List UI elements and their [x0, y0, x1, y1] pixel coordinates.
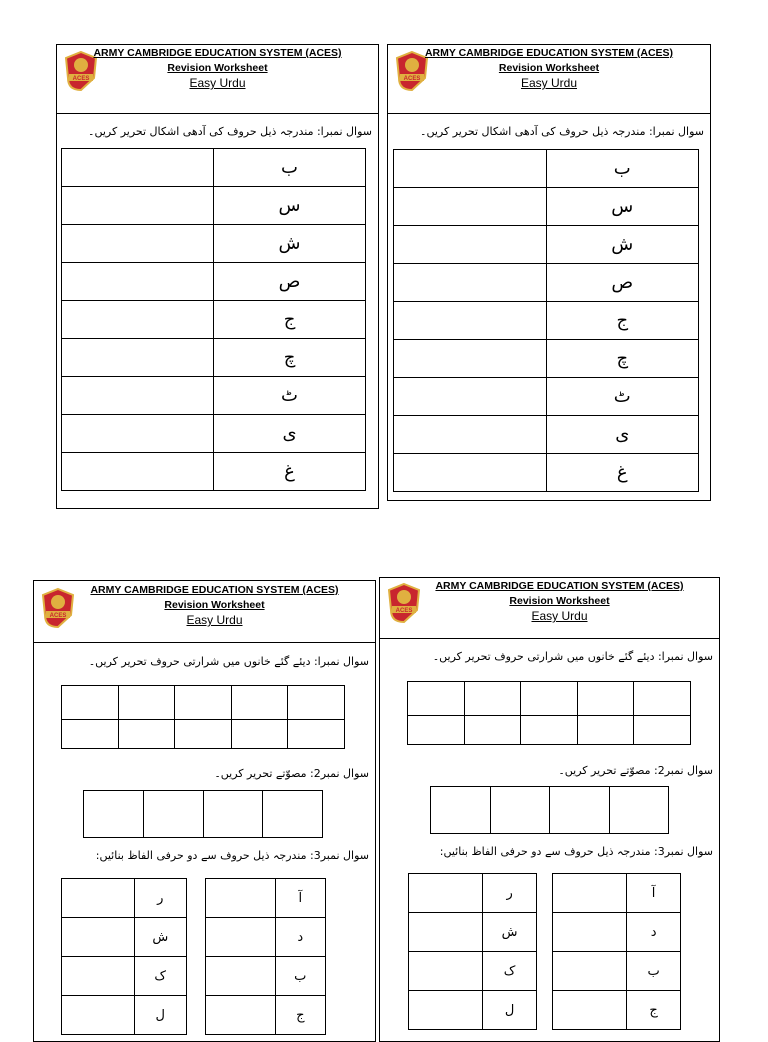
table-row [62, 225, 366, 263]
school-name: ARMY CAMBRIDGE EDUCATION SYSTEM (ACES) [93, 47, 342, 59]
answer-cell[interactable] [62, 187, 214, 225]
letters-table [393, 149, 699, 492]
logo-text: ACES [72, 76, 90, 82]
naughty-letters-grid [407, 681, 691, 745]
letter-cell: چ [546, 340, 699, 378]
question-2: سوال نمبر2: مصوّتے تحریر کریں۔ [558, 764, 713, 777]
school-name: ARMY CAMBRIDGE EDUCATION SYSTEM (ACES) [90, 584, 339, 596]
table-row [553, 952, 681, 991]
answer-cell[interactable] [62, 301, 214, 339]
table-row [394, 416, 699, 454]
answer-cell[interactable] [62, 415, 214, 453]
letter-cell: ش [214, 225, 366, 263]
answer-cell[interactable] [553, 874, 627, 913]
answer-cell[interactable] [62, 879, 135, 918]
answer-cell[interactable] [62, 377, 214, 415]
words-table-a [61, 878, 187, 1035]
answer-cell[interactable] [394, 264, 547, 302]
words-table-b [552, 873, 681, 1030]
table-row [62, 415, 366, 453]
table-row [409, 913, 537, 952]
letter-cell: ر [483, 874, 537, 913]
worksheet-header [57, 45, 378, 114]
worksheet-title: Revision Worksheet [167, 62, 268, 74]
table-row [62, 149, 366, 187]
worksheet-title: Revision Worksheet [164, 599, 265, 611]
answer-cell[interactable] [394, 454, 547, 492]
table-row [62, 453, 366, 491]
letter-cell: س [546, 188, 699, 226]
table-row [62, 996, 187, 1035]
answer-cell[interactable] [394, 416, 547, 454]
answer-cell[interactable] [409, 913, 483, 952]
table-row [206, 957, 326, 996]
table-row [206, 996, 326, 1035]
letter-cell: ج [214, 301, 366, 339]
table-row [394, 454, 699, 492]
table-row [553, 913, 681, 952]
table-row [409, 874, 537, 913]
letter-cell: غ [546, 454, 699, 492]
worksheet-1 [56, 44, 379, 509]
answer-cell[interactable] [394, 150, 547, 188]
subject-name: Easy Urdu [189, 76, 246, 90]
worksheet-header [380, 578, 719, 639]
letter-cell: ب [214, 149, 366, 187]
answer-cell[interactable] [394, 188, 547, 226]
logo-text: ACES [403, 76, 421, 82]
worksheet-title: Revision Worksheet [498, 62, 600, 74]
answer-cell[interactable] [394, 302, 547, 340]
table-row [62, 918, 187, 957]
answer-cell[interactable] [553, 952, 627, 991]
answer-cell[interactable] [206, 918, 276, 957]
worksheet-header [34, 581, 375, 643]
words-table-b [205, 878, 326, 1035]
table-row [394, 188, 699, 226]
logo-text: ACES [49, 613, 67, 619]
worksheet-title: Revision Worksheet [509, 595, 610, 607]
letter-cell: ش [483, 913, 537, 952]
letter-cell: ج [627, 991, 681, 1030]
question-1: سوال نمبرا: دیئے گئے خانوں میں شرارتی حروف تحریر کریں۔ [432, 650, 713, 663]
letter-cell: چ [214, 339, 366, 377]
letter-cell: ک [483, 952, 537, 991]
letter-cell: ش [134, 918, 187, 957]
question-1: سوال نمبرا: دیئے گئے خانوں میں شرارتی حروف تحریر کریں۔ [88, 655, 369, 668]
letter-cell: ٹ [546, 378, 699, 416]
worksheet-2 [387, 44, 711, 501]
letters-table [61, 148, 366, 491]
worksheet-3 [33, 580, 376, 1042]
letter-cell: ل [134, 996, 187, 1035]
table-row [394, 340, 699, 378]
letter-cell: س [214, 187, 366, 225]
worksheet-4 [379, 577, 720, 1042]
answer-cell[interactable] [394, 378, 547, 416]
letter-cell: ج [275, 996, 325, 1035]
letter-cell: آ [627, 874, 681, 913]
letter-cell: آ [275, 879, 325, 918]
words-table-a [408, 873, 537, 1030]
letter-cell: ل [483, 991, 537, 1030]
letter-cell: ج [546, 302, 699, 340]
table-row [62, 377, 366, 415]
answer-cell[interactable] [409, 874, 483, 913]
question-2: سوال نمبر2: مصوّتے تحریر کریں۔ [214, 767, 369, 780]
letter-cell: ب [627, 952, 681, 991]
letter-cell: غ [214, 453, 366, 491]
table-row [394, 150, 699, 188]
letter-cell: د [275, 918, 325, 957]
question-3: سوال نمبر3: مندرجہ ذیل حروف سے دو حرفی الفاظ بنائیں: [439, 845, 713, 858]
answer-cell[interactable] [62, 149, 214, 187]
letter-cell: د [627, 913, 681, 952]
question-1: سوال نمبرا: مندرجہ ذیل حروف کی آدھی اشکال تحریر کریں۔ [88, 125, 372, 138]
answer-cell[interactable] [206, 957, 276, 996]
answer-cell[interactable] [62, 453, 214, 491]
school-name: ARMY CAMBRIDGE EDUCATION SYSTEM (ACES) [424, 47, 674, 59]
worksheet-header [388, 45, 710, 114]
question-1: سوال نمبرا: مندرجہ ذیل حروف کی آدھی اشکال تحریر کریں۔ [420, 125, 704, 138]
answer-cell[interactable] [206, 879, 276, 918]
answer-cell[interactable] [62, 339, 214, 377]
answer-cell[interactable] [553, 913, 627, 952]
letter-cell: ب [546, 150, 699, 188]
answer-cell[interactable] [62, 263, 214, 301]
question-3: سوال نمبر3: مندرجہ ذیل حروف سے دو حرفی الفاظ بنائیں: [95, 849, 369, 862]
logo-text: ACES [395, 608, 413, 614]
letter-cell: ی [214, 415, 366, 453]
table-row [394, 226, 699, 264]
table-row [62, 879, 187, 918]
table-row [394, 378, 699, 416]
subject-name: Easy Urdu [186, 613, 243, 627]
answer-cell[interactable] [62, 225, 214, 263]
answer-cell[interactable] [62, 957, 135, 996]
letter-cell: ب [275, 957, 325, 996]
letter-cell: ص [546, 264, 699, 302]
table-row [553, 874, 681, 913]
school-name: ARMY CAMBRIDGE EDUCATION SYSTEM (ACES) [435, 580, 684, 592]
letter-cell: ی [546, 416, 699, 454]
answer-cell[interactable] [394, 340, 547, 378]
letter-cell: ش [546, 226, 699, 264]
table-row [62, 957, 187, 996]
table-row [62, 263, 366, 301]
answer-cell[interactable] [62, 996, 135, 1035]
answer-cell[interactable] [409, 952, 483, 991]
letter-cell: ک [134, 957, 187, 996]
vowels-grid [83, 790, 323, 838]
answer-cell[interactable] [206, 996, 276, 1035]
naughty-letters-grid [61, 685, 345, 749]
table-row [206, 918, 326, 957]
letter-cell: ٹ [214, 377, 366, 415]
answer-cell[interactable] [62, 918, 135, 957]
table-row [394, 302, 699, 340]
subject-name: Easy Urdu [520, 76, 578, 90]
answer-cell[interactable] [394, 226, 547, 264]
table-row [62, 339, 366, 377]
letter-cell: ص [214, 263, 366, 301]
table-row [62, 187, 366, 225]
table-row [409, 952, 537, 991]
table-row [62, 301, 366, 339]
table-row [394, 264, 699, 302]
subject-name: Easy Urdu [531, 609, 588, 623]
vowels-grid [430, 786, 669, 834]
table-row [206, 879, 326, 918]
letter-cell: ر [134, 879, 187, 918]
